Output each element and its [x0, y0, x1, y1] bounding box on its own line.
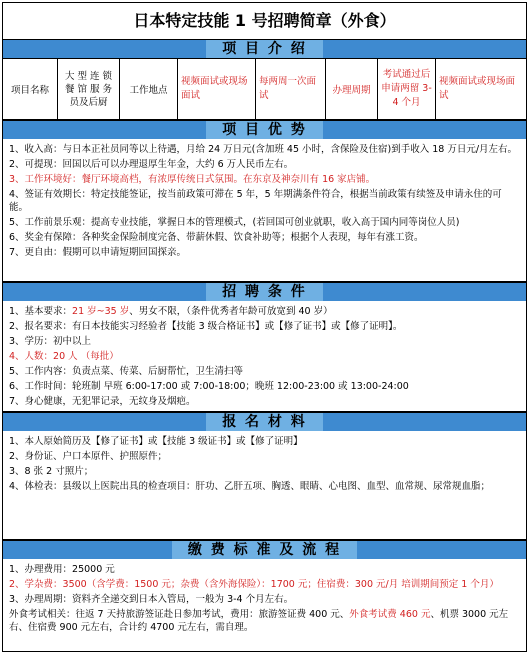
- materials-list: [3, 431, 526, 539]
- recruit-item: 1、基本要求：21 岁~35 岁、男女不限，（条件优秀者年龄可放宽到 40 岁）: [9, 306, 333, 317]
- intro-cell-interview-mode: 视频面试或现场面试: [439, 76, 516, 101]
- fee-item: 外食考试相关：往返 7 天持旅游签证赴日参加考试，费用：旅游签证费 400 元、外食考试费 460 元、机票 3000 元左右、住宿费 900 元左右，合计约 4700 元左右，需自理。: [9, 609, 509, 633]
- fee-item: 2、学杂费：3500（含学费：1500 元；杂费（含外海保险）：1700 元；住宿费：300 元/月 培训期间预定 1 个月）: [9, 579, 499, 590]
- intro-cell-location: 视频面试或现场面试: [178, 59, 256, 119]
- intro-cell-interview: 每两周一次面试: [256, 59, 326, 119]
- material-item: 3、8 张 2 寸照片；: [9, 466, 94, 477]
- intro-cell-name: 大 型 连 锁 餐 馆 服 务 员及后厨: [58, 59, 120, 119]
- intro-cell-period: 考试通过后申请两留 3-4 个月: [378, 59, 436, 119]
- materials-section: [2, 412, 527, 540]
- material-item: 2、身份证、户口本原件、护照原件；: [9, 451, 168, 462]
- advantages-list: [3, 139, 526, 281]
- recruitment-brochure: [2, 2, 527, 652]
- recruit-item: 4、人数：20 人 （每批）: [9, 351, 119, 362]
- advantage-item: 5、工作前景乐观：提高专业技能，掌握日本的管理模式，(若回国可创业就职，收入高于国内同等岗位人员): [9, 217, 460, 228]
- advantage-item: 7、更自由：假期可以申请短期回国探亲。: [9, 247, 187, 258]
- fees-section: [2, 540, 527, 652]
- material-item: 4、体检表：县级以上医院出具的检查项目：肝功、乙肝五项、胸透、眼睛、心电图、血型、血常规、尿常规血脂；: [9, 481, 491, 492]
- advantage-item: 6、奖金有保障：各种奖金保险制度完备、带薪休假、饮食补助等；根据个人表现，每年有涨工资。: [9, 232, 424, 243]
- intro-cell-label-period: 办理周期: [326, 59, 378, 119]
- advantage-item: 2、可提现：回国以后可以办理退厚生年金，大约 6 万人民币左右。: [9, 159, 294, 170]
- intro-section: [2, 39, 527, 120]
- advantage-item: 3、工作环境好：餐厅环境高档，有浓厚传统日式氛围。在东京及神奈川有 16 家店铺。: [9, 174, 376, 185]
- recruit-list: [3, 301, 526, 411]
- fees-header: 缴 费 标 准 及 流 程: [3, 540, 526, 559]
- intro-row: [3, 58, 526, 119]
- recruit-item: 5、工作内容：负责点菜、传菜、后厨帮忙，卫生清扫等: [9, 366, 244, 377]
- fee-item: 3、办理周期：资料齐全递交到日本入管局，一般为 3-4 个月左右。: [9, 594, 294, 605]
- recruit-item: 3、学历：初中以上: [9, 336, 92, 347]
- fee-item: 1、办理费用：25000 元: [9, 564, 115, 575]
- material-item: 1、本人原始简历及【修了证书】或【技能 3 级证书】或【修了证明】: [9, 436, 303, 447]
- intro-cell-label-name: 项目名称: [3, 59, 58, 119]
- recruit-item: 2、报名要求：有日本技能实习经验者【技能 3 级合格证书】或【修了证书】或【修了证明】。: [9, 321, 403, 332]
- advantage-item: 1、收入高：与日本正社员同等以上待遇，月给 24 万日元(含加班 45 小时，含保险及住宿)到手收入 18 万日元/月左右。: [9, 144, 518, 155]
- intro-header: 项 目 介 绍: [3, 39, 526, 58]
- materials-header: 报 名 材 料: [3, 412, 526, 431]
- recruit-section: [2, 282, 527, 412]
- advantages-section: [2, 120, 527, 282]
- advantages-header: 项 目 优 势: [3, 120, 526, 139]
- recruit-item: 6、工作时间：轮班制 早班 6:00-17:00 或 7:00-18:00；晚班 12:00-23:00 或 13:00-24:00: [9, 381, 409, 392]
- advantage-item: 4、签证有效期长：特定技能签证，按当前政策可滞在 5 年，5 年期满条件符合，根据当前政策有续签及申请永住的可能。: [9, 189, 502, 213]
- intro-cell-label-location: 工作地点: [120, 59, 178, 119]
- fees-list: [3, 559, 526, 651]
- page-title: 日本特定技能 1 号招聘简章（外食）: [2, 2, 527, 39]
- recruit-item: 7、身心健康，无犯罪记录，无纹身及烟疤。: [9, 396, 196, 407]
- recruit-header: 招 聘 条 件: [3, 282, 526, 301]
